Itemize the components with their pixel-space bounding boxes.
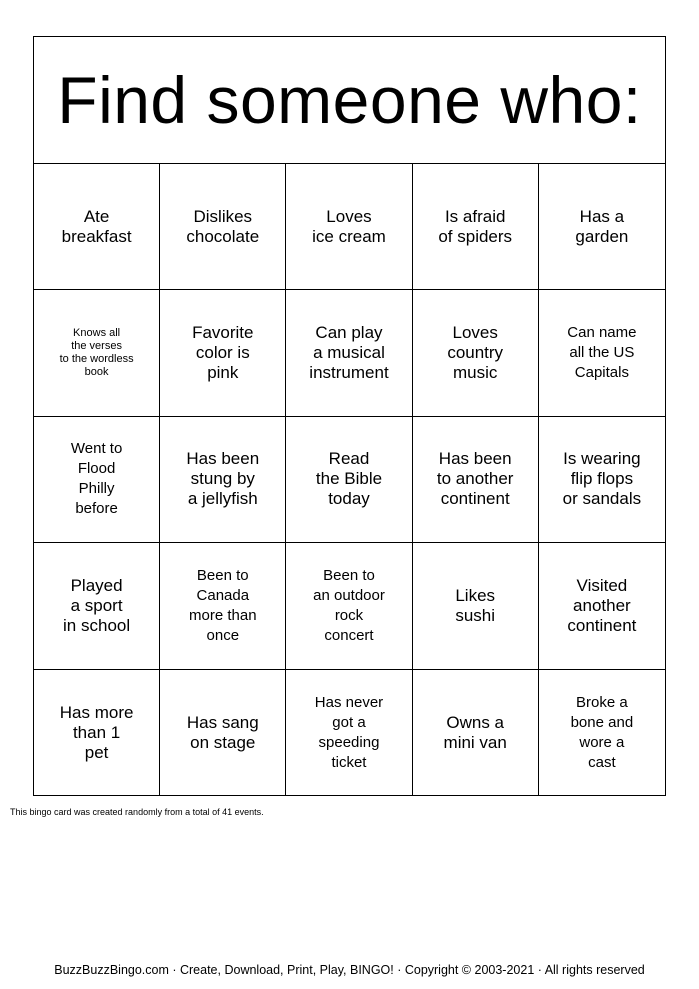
- bingo-grid: [34, 164, 665, 796]
- cell-text: Has more than 1 pet: [59, 702, 134, 762]
- bingo-cell: [413, 670, 539, 796]
- bingo-cell: [286, 543, 412, 669]
- card-note: This bingo card was created randomly from a total of 41 events.: [10, 807, 264, 817]
- cell-text: Is wearing flip flops or sandals: [562, 449, 642, 509]
- bingo-card: [33, 36, 666, 796]
- cell-text: Been to Canada more than once: [189, 566, 257, 644]
- cell-text: Likes sushi: [455, 585, 496, 625]
- cell-text: Can play a musical instrument: [309, 323, 389, 383]
- bingo-cell: [160, 543, 286, 669]
- cell-text: Visited another continent: [567, 575, 637, 635]
- cell-text: Has been stung by a jellyfish: [186, 449, 260, 509]
- bingo-cell: [413, 164, 539, 290]
- cell-text: Dislikes chocolate: [186, 206, 260, 246]
- bingo-cell: [34, 164, 160, 290]
- page-footer: BuzzBuzzBingo.com · Create, Download, Print, Play, BINGO! · Copyright © 2003-2021 · All rights reserved: [54, 963, 645, 977]
- bingo-cell: [286, 417, 412, 543]
- cell-text: Knows all the verses to the wordless book: [59, 327, 134, 379]
- bingo-cell: [539, 543, 665, 669]
- bingo-cell: [286, 290, 412, 416]
- cell-text: Ate breakfast: [61, 206, 132, 246]
- cell-text: Has a garden: [575, 206, 629, 246]
- cell-text: Can name all the US Capitals: [567, 324, 637, 382]
- bingo-cell: [539, 164, 665, 290]
- cell-text: Has been to another continent: [436, 449, 514, 509]
- cell-text: Has never got a speeding ticket: [314, 693, 384, 771]
- cell-text: Went to Flood Philly before: [70, 440, 123, 518]
- cell-text: Played a sport in school: [63, 575, 131, 635]
- bingo-cell: [413, 290, 539, 416]
- bingo-cell: [34, 290, 160, 416]
- cell-text: Is afraid of spiders: [438, 206, 513, 246]
- cell-text: Read the Bible today: [315, 449, 383, 509]
- bingo-cell: [34, 417, 160, 543]
- bingo-cell: [413, 543, 539, 669]
- cell-text: Broke a bone and wore a cast: [570, 693, 634, 771]
- cell-text: Loves country music: [447, 323, 504, 383]
- bingo-cell: [286, 164, 412, 290]
- card-title: Find someone who:: [57, 63, 642, 137]
- bingo-cell: [160, 290, 286, 416]
- bingo-cell: [286, 670, 412, 796]
- bingo-cell: [160, 164, 286, 290]
- cell-text: Loves ice cream: [312, 206, 386, 246]
- card-header: [34, 37, 665, 164]
- cell-text: Has sang on stage: [186, 712, 259, 752]
- bingo-cell: [413, 417, 539, 543]
- bingo-cell: [34, 670, 160, 796]
- bingo-cell: [539, 417, 665, 543]
- bingo-cell: [160, 417, 286, 543]
- bingo-cell: [160, 670, 286, 796]
- bingo-cell: [539, 670, 665, 796]
- bingo-cell: [539, 290, 665, 416]
- cell-text: Owns a mini van: [443, 712, 507, 752]
- bingo-cell: [34, 543, 160, 669]
- cell-text: Favorite color is pink: [192, 323, 254, 383]
- cell-text: Been to an outdoor rock concert: [313, 566, 385, 644]
